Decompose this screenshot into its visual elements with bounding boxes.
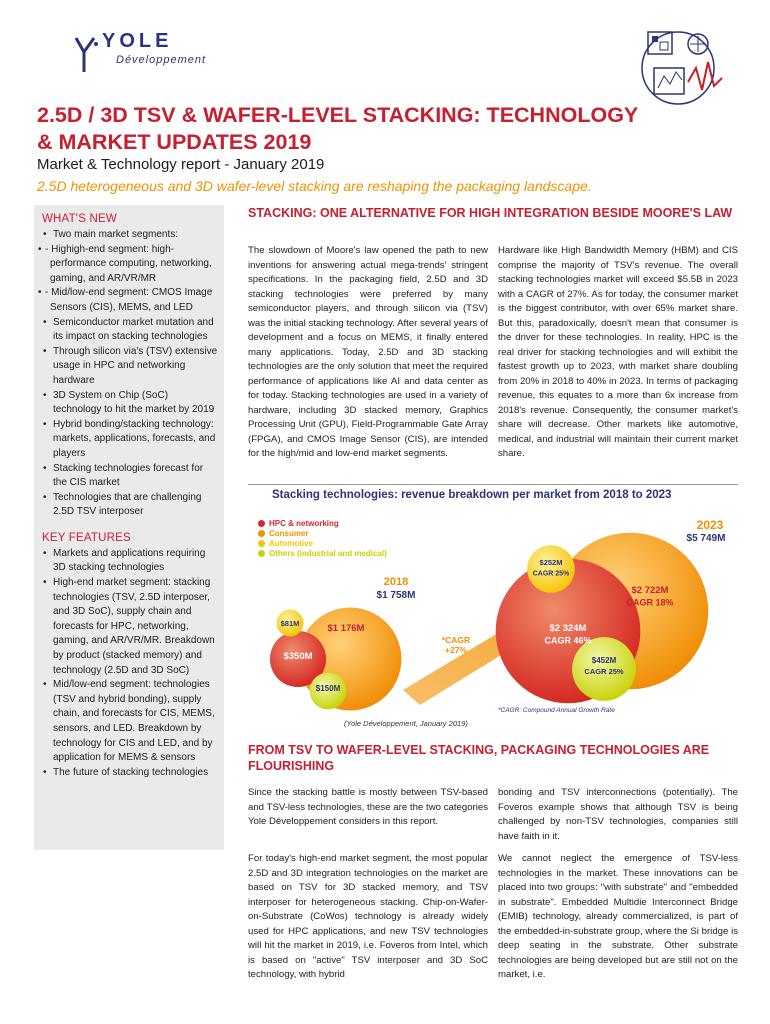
- bubble-value-label: $252M: [539, 558, 563, 567]
- bubble-value-label: $2 722M: [631, 585, 669, 596]
- list-item-sub-text: • - Mid/low-end segment: CMOS Image Sensors (CIS), MEMS, and LED: [45, 287, 213, 313]
- legend-label: Automotive: [269, 539, 313, 548]
- bubble-cagr-label: CAGR 46%: [544, 635, 592, 646]
- bubbles-2023: [496, 533, 709, 704]
- list-item: • Mid/low-end segment: technologies (TSV and hybrid bonding), supply chain, and forecasts for CIS, MEMS, sensors, and LED. Breakdown by technology for CIS and LED, and by application for MEMS & sensors: [42, 678, 218, 766]
- paragraph: Since the stacking battle is mostly between TSV-based and TSV-less technologies, these are the two categories Yole Développement considers in this report.: [248, 787, 488, 827]
- legend-label: Consumer: [269, 529, 309, 538]
- paragraph: We cannot neglect the emergence of TSV-less technologies in the market. These innovations can be placed into two groups: "with substrate" and "embedded in substrate". Embedded Multidie Interconnect Bridge (EMIB) technology, already commercialized, is part of the embedded-in-substrate group, where the Si bridge is deep seating in the substrate. Other substrate technologies are being developed but are still not on the market, i.e.: [498, 853, 738, 980]
- bubble-chart: [248, 484, 738, 736]
- year-label: 2018: [383, 576, 409, 588]
- section-heading-wafer-level: FROM TSV TO WAFER-LEVEL STACKING, PACKAGING TECHNOLOGIES ARE FLOURISHING: [248, 743, 710, 773]
- key-features-list: [42, 547, 218, 781]
- list-item: • Semiconductor market mutation and its impact on stacking technologies: [42, 316, 218, 345]
- list-item: • High-end market segment: stacking technologies (TSV, 2.5D interposer, and 3D SoC), supply chain and forecasts for HPC, networking, gaming, and AR/VR/MR. Breakdown by product (stacked memory) and technology (2.5D and 3D SoC): [42, 576, 218, 678]
- paragraph: For today's high-end market segment, the most popular 2.5D and 3D integration technologies on the market are based on TSV for 3D stacked memory, and TSV interposer for heterogeneous stacking. Chip-on-Wafer-on-Substrate (CoWos) technology is already widely used for HPC applications, and new TSV technologies will hit the market in 2019, i.e. Foveros from Intel, which is based on "active" TSV interposer and 3D SoC technology, with hybrid: [248, 853, 488, 980]
- bubble-value-label: $1 176M: [327, 623, 365, 634]
- list-item: • Hybrid bonding/stacking technology: markets, applications, forecasts, and players: [42, 418, 218, 462]
- list-item-sub-text: • - Highigh-end segment: high-performance computing, networking, gaming, and AR/VR/MR: [45, 243, 212, 284]
- bubble-cagr-label: CAGR 25%: [532, 570, 570, 578]
- list-item: • The future of stacking technologies: [42, 766, 218, 781]
- paragraph: bonding and TSV interconnections (potentially). The Foveros example shows that although TSV is being challenged by non-TSV technologies, companies still have faith in it.: [498, 787, 738, 842]
- year-label: 2023: [696, 518, 724, 532]
- chart-title: Stacking technologies: revenue breakdown per market from 2018 to 2023: [272, 489, 672, 501]
- bubble-cagr-label: CAGR 25%: [584, 667, 624, 676]
- yole-mark-icon: [72, 32, 100, 76]
- whats-new-list: [42, 228, 218, 520]
- bubble-value-label: $350M: [283, 651, 313, 662]
- report-subtitle: Market & Technology report - January 2019: [37, 156, 325, 173]
- bubble-value-label: $81M: [280, 619, 300, 628]
- year-total-label: $1 758M: [376, 590, 416, 601]
- list-item-sub: [42, 286, 218, 315]
- bubble-value-label: $150M: [315, 684, 341, 693]
- bubble-value-label: $2 324M: [549, 623, 587, 634]
- bubble-cagr-label: CAGR 18%: [626, 597, 674, 608]
- bubble-value-label: $452M: [591, 656, 617, 665]
- list-item: • Through silicon via's (TSV) extensive usage in HPC and networking hardware: [42, 345, 218, 389]
- brand-sub: Développement: [116, 54, 207, 66]
- yole-logo: [72, 30, 212, 76]
- list-item-sub: [42, 243, 218, 287]
- list-item: • Stacking technologies forecast for the CIS market: [42, 462, 218, 491]
- chart-canvas: [248, 485, 738, 737]
- list-item: • 3D System on Chip (SoC) technology to hit the market by 2019: [42, 389, 218, 418]
- list-item: • Two main market segments:: [42, 228, 218, 243]
- list-item: • Markets and applications requiring 3D stacking technologies: [42, 547, 218, 576]
- section-heading-stacking: STACKING: ONE ALTERNATIVE FOR HIGH INTEGRATION BESIDE MOORE'S LAW: [248, 206, 733, 220]
- cagr-value: +27%: [445, 645, 467, 655]
- report-tagline: 2.5D heterogeneous and 3D wafer-level stacking are reshaping the packaging landscape.: [37, 178, 592, 194]
- legend-label: HPC & networking: [269, 519, 339, 528]
- key-features-heading: KEY FEATURES: [42, 531, 131, 544]
- legend-label: Others (industrial and medical): [269, 549, 387, 558]
- chart-source: (Yole Développement, January 2019): [344, 719, 468, 728]
- page-title: 2.5D / 3D TSV & WAFER-LEVEL STACKING: TECHNOLOGY & MARKET UPDATES 2019: [37, 103, 638, 154]
- list-item: • Technologies that are challenging 2.5D TSV interposer: [42, 491, 218, 520]
- whats-new-heading: WHAT'S NEW: [42, 213, 117, 225]
- paragraph: The slowdown of Moore's law opened the path to new inventions for answering actual mega-trends' stringent specifications. In the packaging field, 2.5D and 3D stacking technologies were preferred by many semiconductor players, and through silicon via (TSV) was the initial stacking technology. After several years of development and a focus on MEMS, it finally entered many applications. Today, 2.5D and 3D stacking technologies are the only solution that meet the required performance of applications like AI and data center as for today. Stacking technologies are used in a variety of hardware, including 3D stacked memory, Graphics Processing Unit (GPU), Field-Programmable Gate Array (FPGA), and CMOS Image Sensor (CIS), are intended for the high/mid and low-end market segments.: [248, 245, 488, 459]
- bubble-2023-automotive: [527, 545, 575, 593]
- paragraph: Hardware like High Bandwidth Memory (HBM) and CIS comprise the majority of TSV's revenue. The overall stacking technologies market will exceed $5.5B in 2023 with a CAGR of 27%. As for today, the consumer market is the biggest contributor, with over 65% market share. But this, paradoxically, doesn't mean that consumer is the driver for these technologies. In reality, HPC is the real driver for stacking technologies and will exhibit the fastest growth up to 2023, with market share doubling from 20% in 2018 to 40% in 2023. In terms of packaging revenue, this equates to a more than 6x increase from 2018's revenue. Consequently, the consumer market's share will decrease. Other markets like automotive, medical, and industrial will maintain their current market share.: [498, 245, 738, 459]
- chart-footnote: *CAGR: Compound Annual Growth Rate: [498, 707, 615, 714]
- year-total-label: $5 749M: [686, 533, 726, 544]
- cagr-label: *CAGR: [441, 635, 471, 645]
- sidebar: [34, 205, 224, 850]
- report-cover-art-icon: [640, 22, 724, 110]
- brand-name: YOLE: [102, 30, 173, 52]
